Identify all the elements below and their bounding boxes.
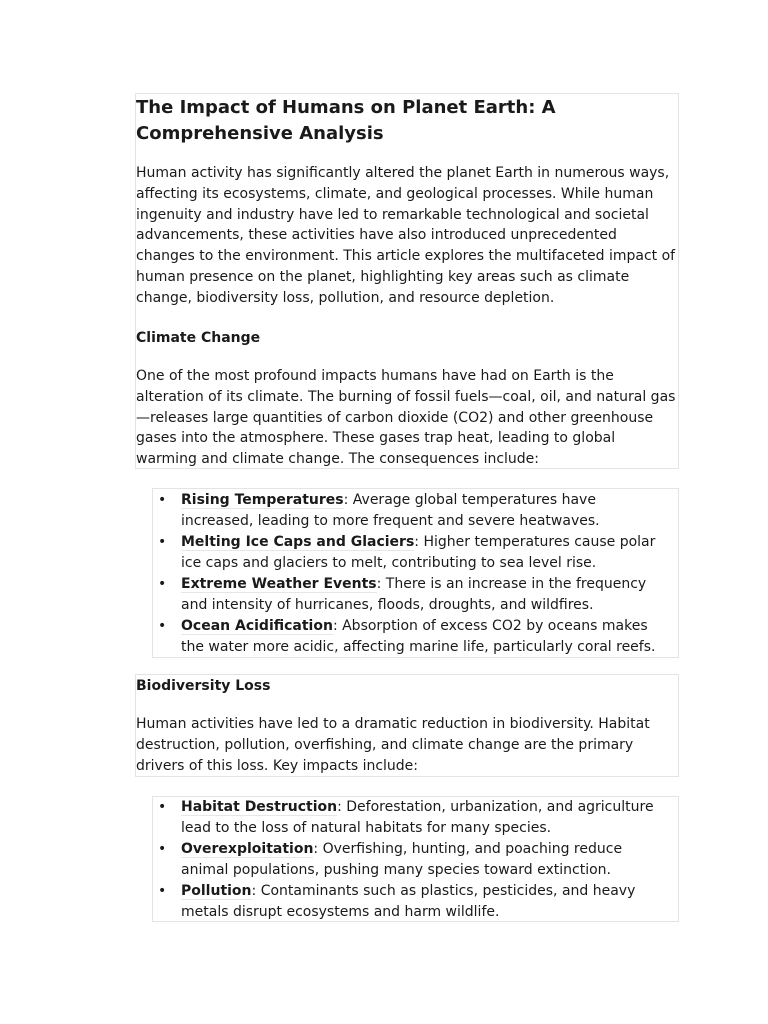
list-item xyxy=(152,574,672,616)
bullet-icon: • xyxy=(158,841,167,857)
list-item-term: Habitat Destruction xyxy=(181,799,338,815)
list-item-term: Ocean Acidification xyxy=(181,618,333,634)
list-item xyxy=(152,490,672,532)
biodiversity-loss-heading: Biodiversity Loss xyxy=(136,678,271,694)
list-item xyxy=(152,881,672,923)
list-item-text: : Average global temperatures have increased, leading to more frequent and severe heatwaves. xyxy=(181,492,600,529)
list-item-text: : There is an increase in the frequency and intensity of hurricanes, floods, droughts, and wildfires. xyxy=(181,576,647,613)
bullet-icon: • xyxy=(158,492,167,508)
bullet-icon: • xyxy=(158,534,167,550)
climate-consequences-list xyxy=(152,490,672,658)
list-item-term: Overexploitation xyxy=(181,841,314,857)
list-item-term: Melting Ice Caps and Glaciers xyxy=(181,534,415,550)
document-title: The Impact of Humans on Planet Earth: A Comprehensive Analysis xyxy=(136,97,556,144)
intro-paragraph: Human activity has significantly altered the planet Earth in numerous ways, affecting its ecosystems, climate, and geological processes. While human ingenuity and industry have led to remarkable technological and societal advancements, these activities have also introduced unprecedented changes to the environment. This article explores the multifaceted impact of human presence on the planet, highlighting key areas such as climate change, biodiversity loss, pollution, and resource depletion. xyxy=(136,165,676,306)
list-item xyxy=(152,797,672,839)
list-item xyxy=(152,839,672,881)
bullet-icon: • xyxy=(158,618,167,634)
bullet-icon: • xyxy=(158,883,167,899)
climate-change-heading: Climate Change xyxy=(136,330,261,346)
biodiversity-loss-paragraph: Human activities have led to a dramatic reduction in biodiversity. Habitat destruction, pollution, overfishing, and climate change are the primary drivers of this loss. Key impacts include: xyxy=(136,716,650,774)
list-item-text: : Higher temperatures cause polar ice caps and glaciers to melt, contributing to sea level rise. xyxy=(181,534,656,571)
list-item-term: Rising Temperatures xyxy=(181,492,344,508)
list-item-term: Extreme Weather Events xyxy=(181,576,377,592)
list-item-text: : Deforestation, urbanization, and agriculture lead to the loss of natural habitats for many species. xyxy=(181,799,654,836)
list-item xyxy=(152,616,672,658)
bullet-icon: • xyxy=(158,799,167,815)
bullet-icon: • xyxy=(158,576,167,592)
list-item-text: : Overfishing, hunting, and poaching reduce animal populations, pushing many species toward extinction. xyxy=(181,841,623,878)
list-item-text: : Contaminants such as plastics, pesticides, and heavy metals disrupt ecosystems and harm wildlife. xyxy=(181,883,636,920)
climate-change-paragraph: One of the most profound impacts humans have had on Earth is the alteration of its climate. The burning of fossil fuels—coal, oil, and natural gas—releases large quantities of carbon dioxide (CO2) and other greenhouse gases into the atmosphere. These gases trap heat, leading to global warming and climate change. The consequences include: xyxy=(136,368,676,468)
list-item xyxy=(152,532,672,574)
biodiversity-impacts-list xyxy=(152,797,672,923)
list-item-term: Pollution xyxy=(181,883,252,899)
list-item-text: : Absorption of excess CO2 by oceans makes the water more acidic, affecting marine life, particularly coral reefs. xyxy=(181,618,656,655)
